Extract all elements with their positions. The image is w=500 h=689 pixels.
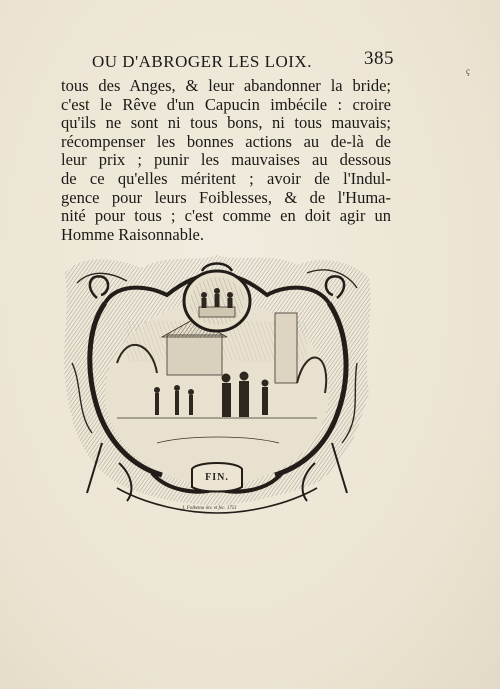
text-line: Homme Raisonnable. [61,224,204,244]
margin-mark: ç [466,66,470,76]
body-text [61,77,391,244]
text-line: gence pour leurs Foiblesses, & de l'Huma- [61,187,391,207]
running-head [92,48,394,72]
text-line: de ce qu'elles méritent ; avoir de l'Indul- [61,168,391,188]
page-number: 385 [364,48,394,69]
running-title: OU D'ABROGER LES LOIX. [92,52,312,71]
text-line: qu'ils ne sont ni tous bons, ni tous mauvais; [61,113,391,133]
text-line: tous des Anges, & leur abandonner la bride; [61,76,391,95]
text-line: récompenser les bonnes actions au de-là de [61,131,391,151]
text-line: leur prix ; punir les mauvaises au dessous [61,150,391,170]
text-line: nité pour tous ; c'est comme en doit agir un [61,206,391,226]
fin-label: FIN. [205,472,229,483]
text-line: c'est le Rêve d'un Capucin imbécile : croire [61,94,391,114]
engraver-signature: J. Folkema inv. et fec. 1751 [182,506,237,511]
